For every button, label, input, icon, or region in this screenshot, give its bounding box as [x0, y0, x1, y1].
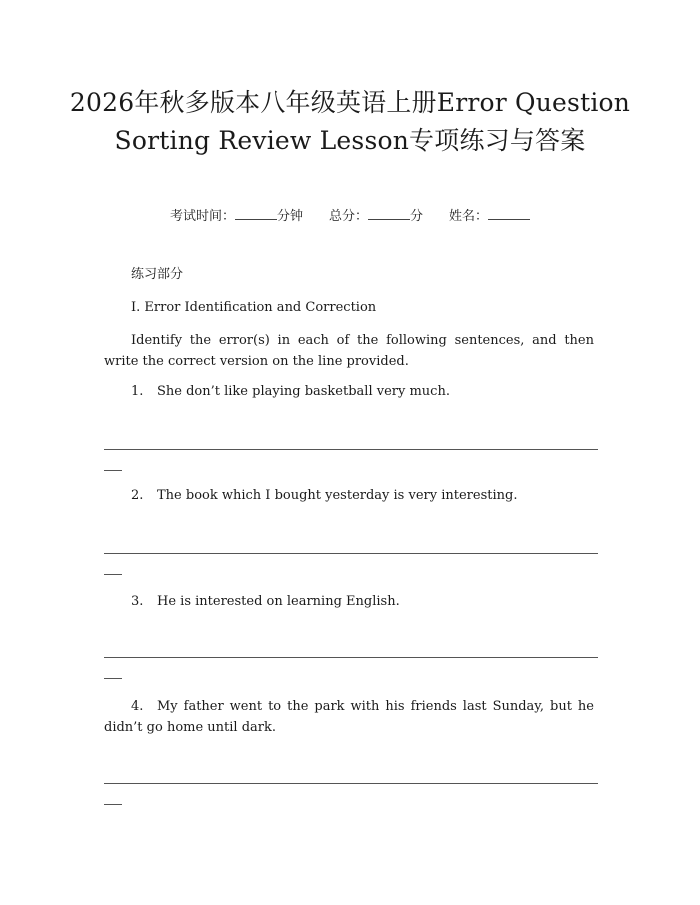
- exam-name-label: 姓名：: [449, 209, 489, 224]
- document-title: 2026年秋多版本八年级英语上册Error Question Sorting Review Lesson专项练习与答案: [69, 88, 631, 155]
- section-label: 练习部分: [131, 267, 184, 282]
- exam-time-label: 考试时间：: [169, 209, 235, 224]
- exam-time-unit: 分钟: [276, 209, 303, 224]
- answer-line-2-tail: [104, 574, 122, 575]
- instructions: Identify the error(s) in each of the following sentences, and then write the correct version on the line provided.: [104, 333, 594, 369]
- exam-score-unit: 分: [410, 209, 424, 224]
- question-2: [131, 486, 517, 506]
- question-text: She don’t like playing basketball very much.: [157, 384, 450, 399]
- exam-time-blank: [235, 207, 277, 220]
- question-number: 4.: [131, 699, 144, 714]
- question-text: The book which I bought yesterday is very interesting.: [157, 488, 518, 503]
- question-number: 2.: [131, 488, 144, 503]
- answer-line-3-tail: [104, 678, 122, 679]
- question-1: [131, 382, 450, 402]
- question-number: 1.: [131, 384, 144, 399]
- question-text: He is interested on learning English.: [157, 594, 400, 609]
- question-text: My father went to the park with his friends last Sunday, but he didn’t go home until dark.: [104, 699, 594, 735]
- question-4: [104, 696, 594, 738]
- question-3: [131, 592, 400, 612]
- question-number: 3.: [131, 594, 144, 609]
- exam-info: [0, 205, 700, 224]
- part-heading: I. Error Identification and Correction: [131, 300, 377, 315]
- answer-line-4-tail: [104, 804, 122, 805]
- exam-score-blank: [368, 207, 410, 220]
- answer-line-3[interactable]: [104, 657, 598, 658]
- answer-line-1-tail: [104, 470, 122, 471]
- exam-name-blank: [488, 207, 530, 220]
- answer-line-2[interactable]: [104, 553, 598, 554]
- answer-line-1[interactable]: [104, 449, 598, 450]
- exam-score-label: 总分：: [328, 209, 368, 224]
- answer-line-4[interactable]: [104, 783, 598, 784]
